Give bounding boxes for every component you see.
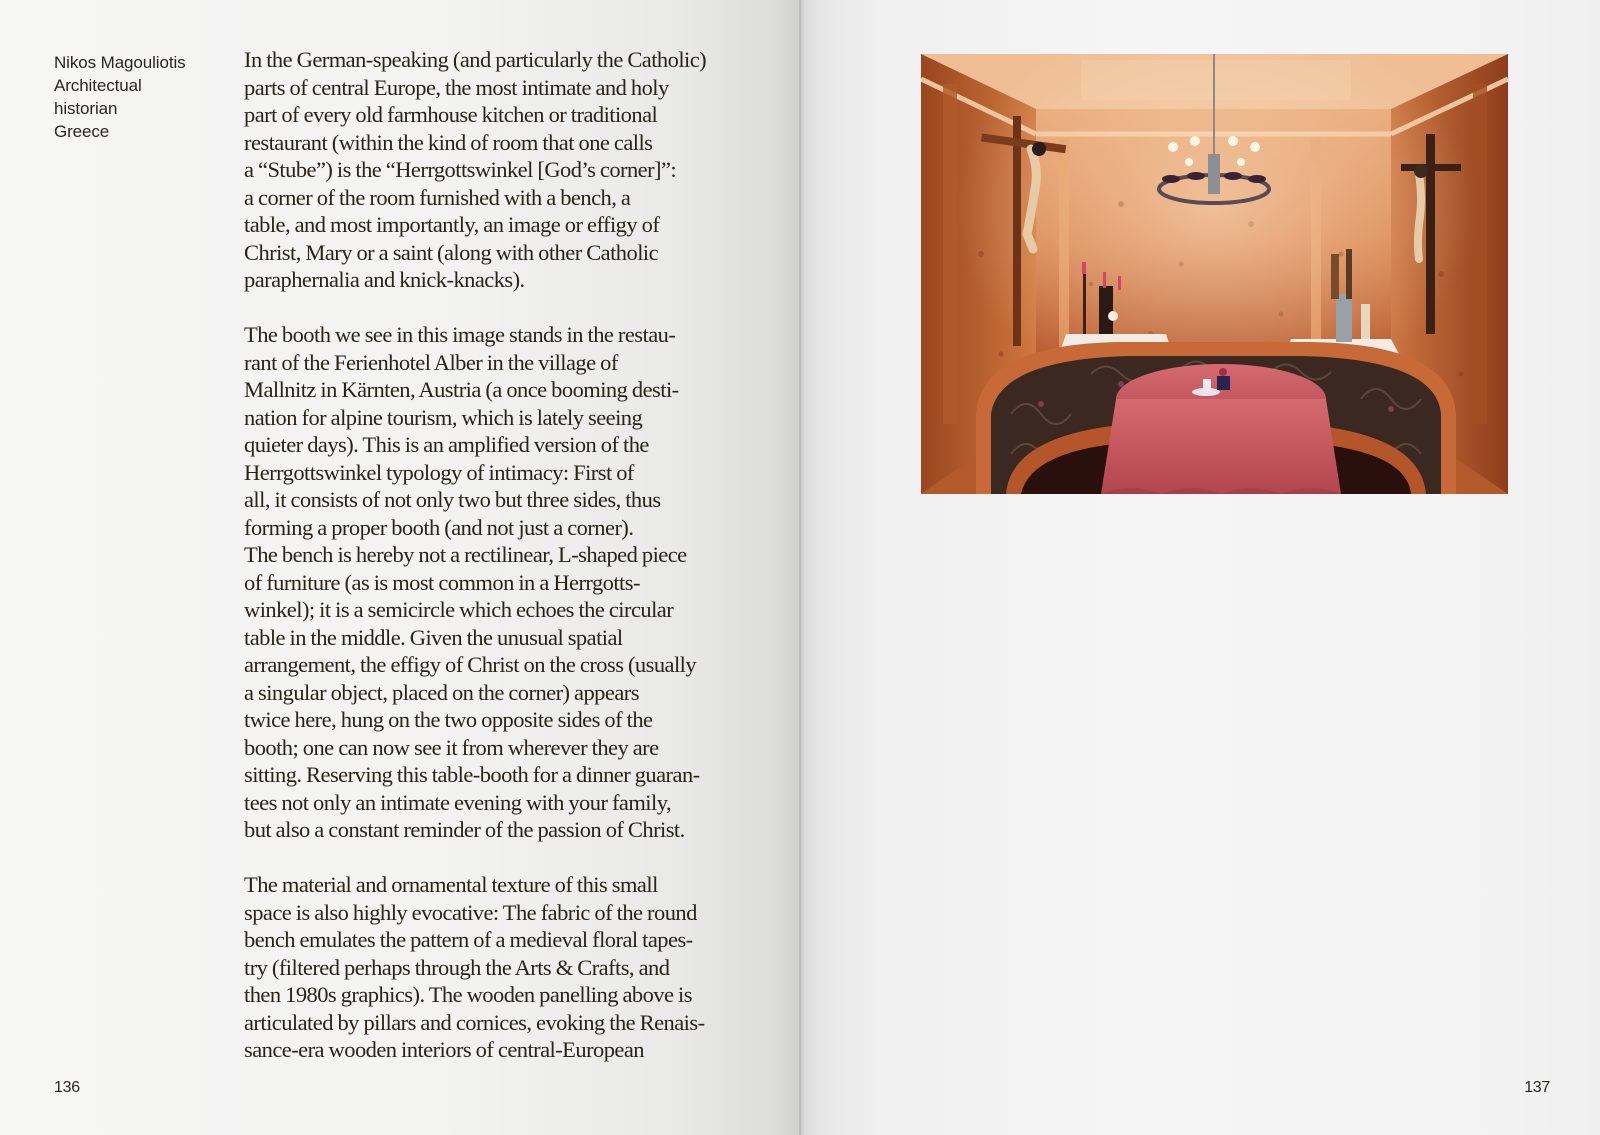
text-line: arrangement, the effigy of Christ on the cross (usually [244,652,697,677]
essay-body [244,46,724,1091]
text-line: tees not only an intimate evening with your family, [244,789,672,815]
page-number-left: 136 [54,1079,80,1096]
booth-photograph [921,54,1508,494]
author-byline [54,51,186,143]
text-line: rant of the Ferienhotel Alber in the village of [244,349,618,375]
text-line: space is also highly evocative: The fabric of the round [244,899,697,925]
text-line: all, it consists of not only two but three sides, thus [244,487,661,512]
text-line: parts of central Europe, the most intimate and holy [244,74,669,100]
text-line: table, and most importantly, an image or effigy of [244,212,660,237]
text-line: bench emulates the pattern of a medieval floral tapes- [244,927,693,952]
text-line: part of every old farmhouse kitchen or traditional [244,102,658,127]
text-line: Herrgottswinkel typology of intimacy: First of [244,459,634,485]
text-line: winkel); it is a semicircle which echoes the circular [244,597,674,622]
author-role-line1: Architectual [54,76,142,95]
text-line: sitting. Reserving this table-booth for a dinner guaran- [244,762,700,787]
author-role-line2: historian [54,99,118,118]
essay-paragraph [244,321,724,844]
text-line: The booth we see in this image stands in the restau- [244,322,676,347]
text-line: twice here, hung on the two opposite sides of the [244,707,653,732]
text-line: Mallnitz in Kärnten, Austria (a once booming desti- [244,377,679,402]
text-line: In the German-speaking (and particularly the Catholic) [244,47,707,72]
page-number-right: 137 [1524,1079,1550,1096]
text-line: try (filtered perhaps through the Arts & Crafts, and [244,954,670,980]
text-line: sance-era wooden interiors of central-European [244,1037,644,1062]
text-line: a corner of the room furnished with a bench, a [244,184,631,210]
gutter-shadow [799,0,805,1135]
text-line: of furniture (as is most common in a Herrgotts- [244,569,640,595]
essay-paragraph [244,46,724,294]
text-line: but also a constant reminder of the passion of Christ. [244,817,685,842]
text-line: Christ, Mary or a saint (along with other Catholic [244,239,659,265]
booth-photo-illustration [921,54,1508,494]
text-line: The material and ornamental texture of this small [244,872,658,897]
author-name: Nikos Magouliotis [54,53,186,72]
text-line: restaurant (within the kind of room that one calls [244,129,653,155]
text-line: articulated by pillars and cornices, evoking the Renais- [244,1009,705,1035]
text-line: a singular object, placed on the corner) appears [244,679,639,705]
right-page [801,0,1600,1135]
text-line: then 1980s graphics). The wooden panelling above is [244,982,692,1007]
essay-paragraph [244,871,724,1064]
text-line: booth; one can now see it from wherever they are [244,734,659,760]
author-country: Greece [54,122,110,141]
text-line: table in the middle. Given the unusual spatial [244,624,623,650]
text-line: a “Stube”) is the “Herrgottswinkel [God’s corner]”: [244,157,677,182]
text-line: nation for alpine tourism, which is lately seeing [244,404,643,430]
text-line: The bench is hereby not a rectilinear, L-shaped piece [244,542,687,567]
text-line: forming a proper booth (and not just a corner). [244,514,634,540]
text-line: paraphernalia and knick-knacks). [244,267,525,292]
text-line: quieter days). This is an amplified version of the [244,432,649,457]
